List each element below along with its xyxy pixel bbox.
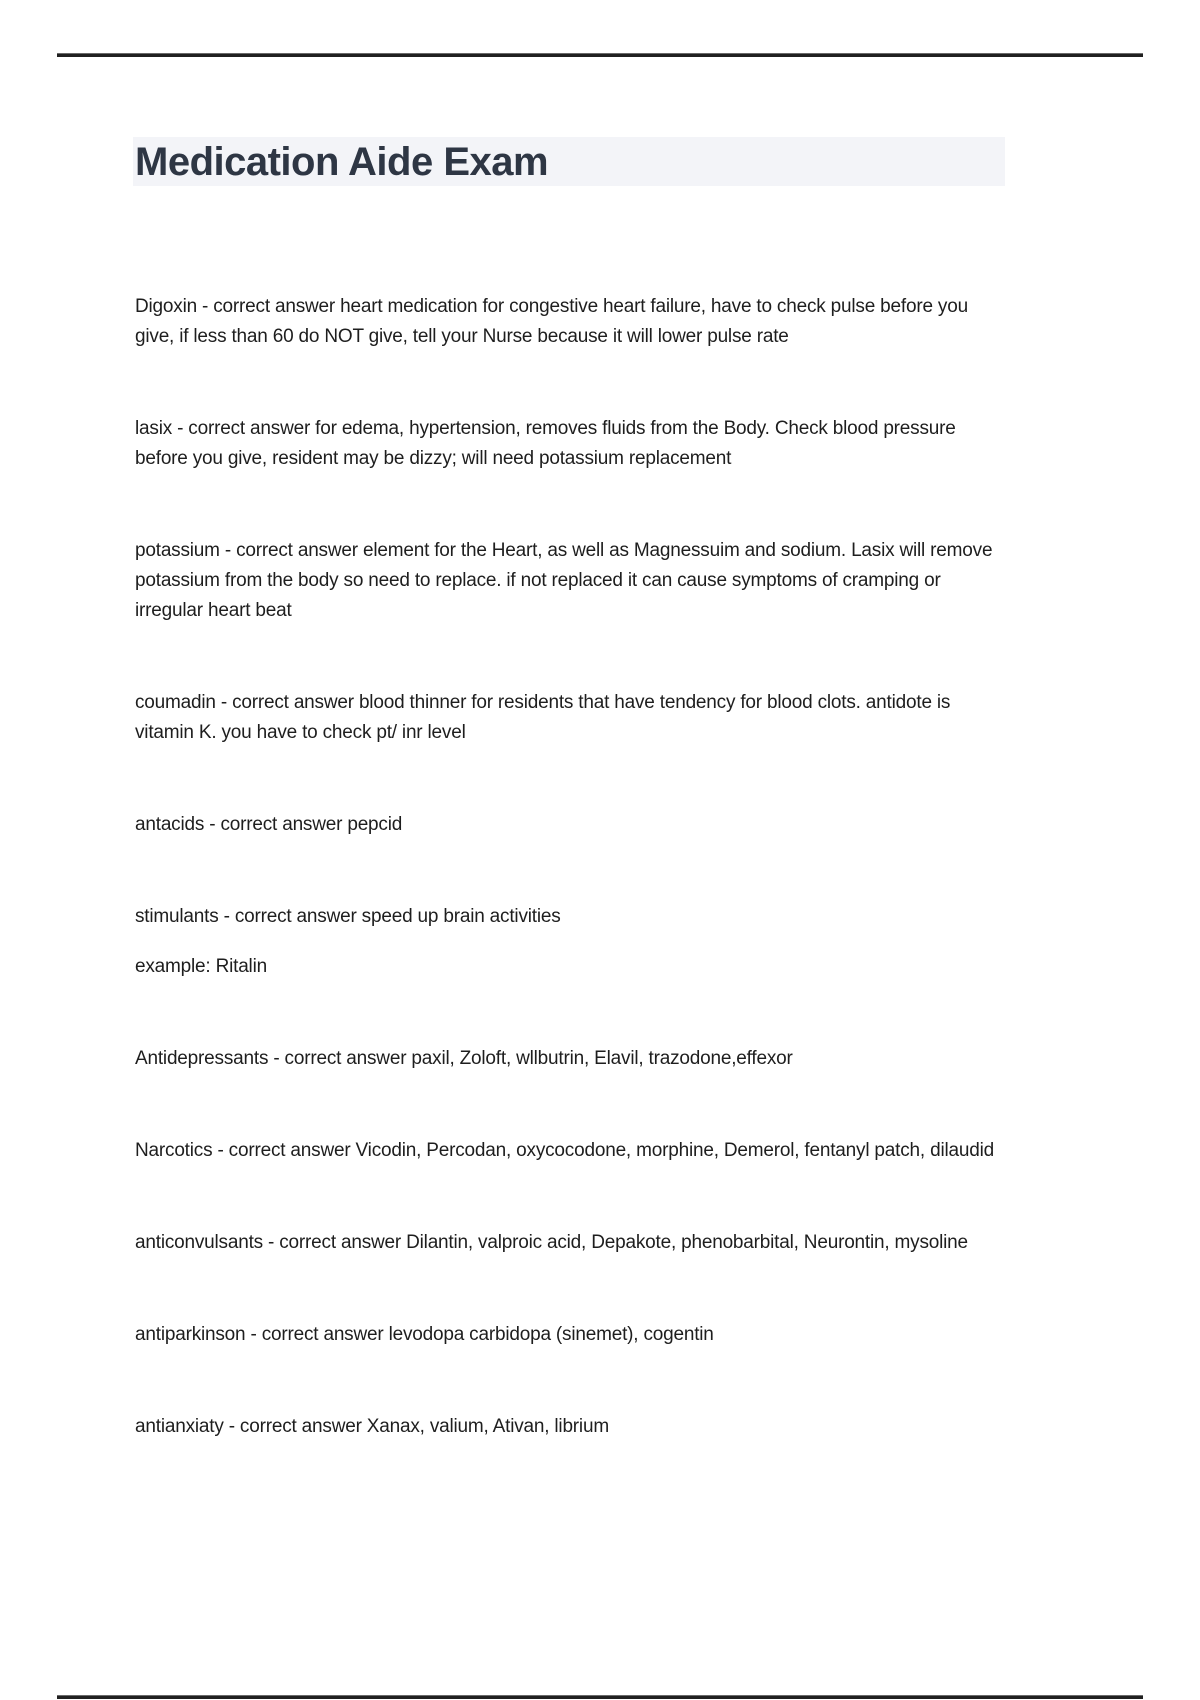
qa-item-antacids <box>135 810 1145 840</box>
qa-line: potassium - correct answer element for the Heart, as well as Magnessuim and sodium. Lasix will remove <box>135 540 993 561</box>
qa-line: Narcotics - correct answer Vicodin, Percodan, oxycocodone, morphine, Demerol, fentanyl patch, dilaudid <box>135 1140 994 1161</box>
qa-item-stimulants <box>135 902 1145 932</box>
qa-item-digoxin <box>135 292 1145 352</box>
qa-line: irregular heart beat <box>135 600 292 621</box>
qa-line: coumadin - correct answer blood thinner for residents that have tendency for blood clots. antidote is <box>135 692 951 713</box>
qa-line: lasix - correct answer for edema, hypertension, removes fluids from the Body. Check blood pressure <box>135 418 956 439</box>
qa-content <box>135 292 1145 1504</box>
qa-item-stimulants-example <box>135 952 1145 982</box>
qa-line: example: Ritalin <box>135 956 267 977</box>
qa-line: anticonvulsants - correct answer Dilantin, valproic acid, Depakote, phenobarbital, Neurontin, mysoline <box>135 1232 968 1253</box>
qa-line: antacids - correct answer pepcid <box>135 814 403 835</box>
qa-line: give, if less than 60 do NOT give, tell your Nurse because it will lower pulse rate <box>135 326 789 347</box>
qa-item-antidepressants <box>135 1044 1145 1074</box>
qa-item-potassium <box>135 536 1145 626</box>
qa-item-antianxiaty <box>135 1412 1145 1442</box>
bottom-rule <box>57 1695 1143 1699</box>
qa-line: before you give, resident may be dizzy; will need potassium replacement <box>135 448 732 469</box>
qa-line: antianxiaty - correct answer Xanax, valium, Ativan, librium <box>135 1416 609 1437</box>
qa-item-coumadin <box>135 688 1145 748</box>
top-rule <box>57 53 1143 57</box>
qa-item-lasix <box>135 414 1145 474</box>
qa-item-narcotics <box>135 1136 1145 1166</box>
qa-item-antiparkinson <box>135 1320 1145 1350</box>
page-title: Medication Aide Exam <box>135 139 549 184</box>
qa-line: stimulants - correct answer speed up brain activities <box>135 906 561 927</box>
qa-line: Antidepressants - correct answer paxil, Zoloft, wllbutrin, Elavil, trazodone,effexor <box>135 1048 793 1069</box>
qa-line: Digoxin - correct answer heart medication for congestive heart failure, have to check pulse before you <box>135 296 968 317</box>
qa-line: antiparkinson - correct answer levodopa carbidopa (sinemet), cogentin <box>135 1324 714 1345</box>
title-band <box>133 137 1005 186</box>
qa-item-anticonvulsants <box>135 1228 1145 1258</box>
qa-line: vitamin K. you have to check pt/ inr level <box>135 722 466 743</box>
qa-line: potassium from the body so need to replace. if not replaced it can cause symptoms of cramping or <box>135 570 941 591</box>
